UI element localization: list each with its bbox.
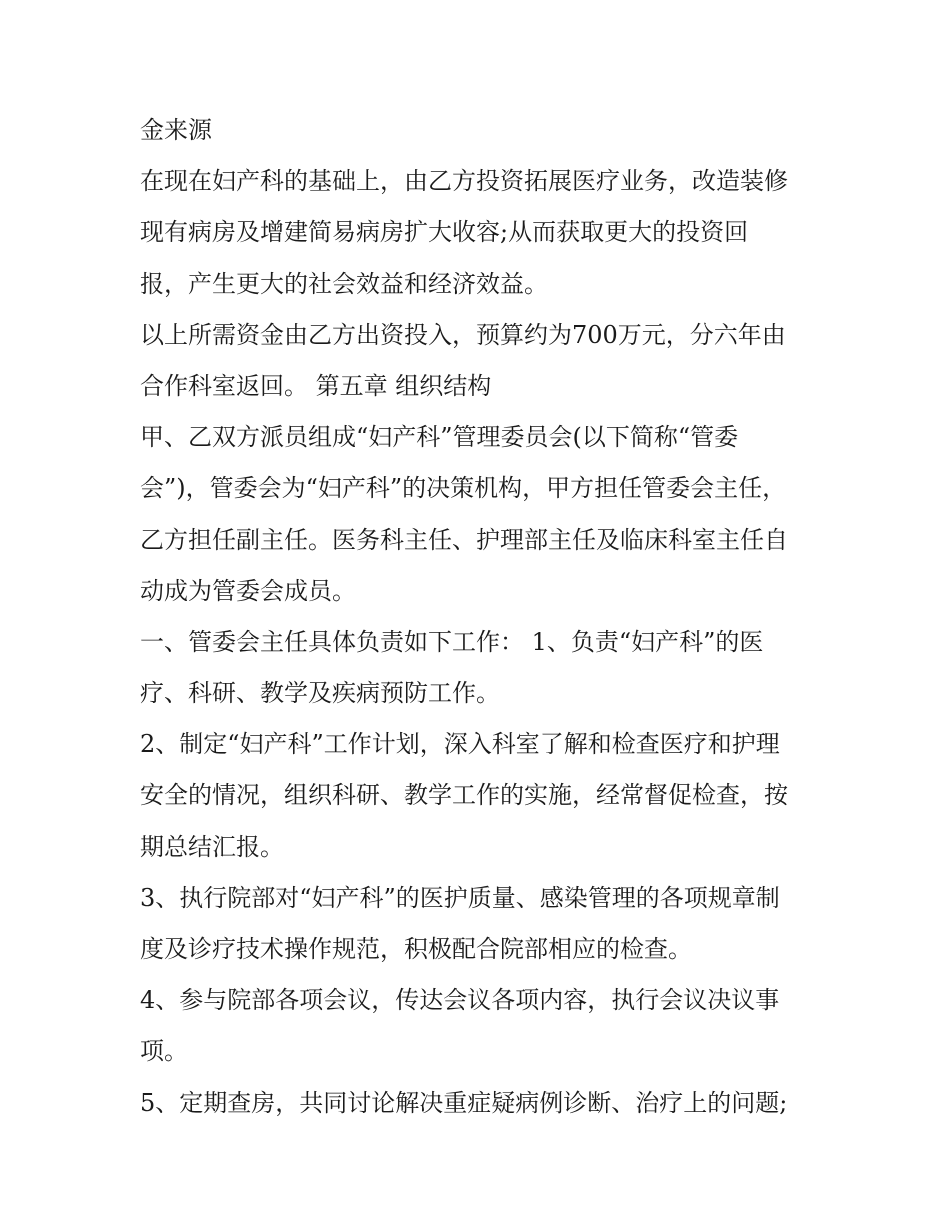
text-line: 动成为管委会成员。 bbox=[140, 576, 356, 605]
text-line: 5、定期查房，共同讨论解决重症疑病例诊断、治疗上的问题; bbox=[140, 1088, 788, 1117]
text-line: 期总结汇报。 bbox=[140, 832, 284, 861]
text-line: 度及诊疗技术操作规范，积极配合院部相应的检查。 bbox=[140, 935, 692, 963]
text-line: 甲、乙双方派员组成“妇产科”管理委员会(以下简称“管委 bbox=[140, 423, 739, 452]
text-line: 2、制定“妇产科”工作计划，深入科室了解和检查医疗和护理 bbox=[140, 730, 780, 759]
text-line: 报，产生更大的社会效益和经济效益。 bbox=[140, 269, 548, 298]
text-line: 疗、科研、教学及疾病预防工作。 bbox=[140, 679, 500, 708]
text-line: 合作科室返回。 第五章 组织结构 bbox=[140, 371, 492, 400]
text-line: 乙方担任副主任。医务科主任、护理部主任及临床科室主任自 bbox=[140, 525, 788, 554]
text-line: 会”)，管委会为“妇产科”的决策机构，甲方担任管委会主任， bbox=[140, 474, 787, 503]
text-line: 4、参与院部各项会议，传达会议各项内容，执行会议决议事 bbox=[140, 986, 780, 1015]
text-line: 一、管委会主任具体负责如下工作： 1、负责“妇产科”的医 bbox=[140, 627, 764, 656]
text-line: 金来源 bbox=[140, 116, 212, 144]
text-line: 现有病房及增建简易病房扩大收容;从而获取更大的投资回 bbox=[140, 218, 749, 247]
text-line: 3、执行院部对“妇产科”的医护质量、感染管理的各项规章制 bbox=[140, 883, 780, 912]
document-body bbox=[140, 105, 830, 1129]
text-line: 安全的情况，组织科研、教学工作的实施，经常督促检查，按 bbox=[140, 781, 788, 810]
text-line: 以上所需资金由乙方出资投入，预算约为700万元，分六年由 bbox=[140, 320, 786, 349]
text-line: 在现在妇产科的基础上，由乙方投资拓展医疗业务，改造装修 bbox=[140, 167, 788, 196]
text-line: 项。 bbox=[140, 1037, 188, 1066]
